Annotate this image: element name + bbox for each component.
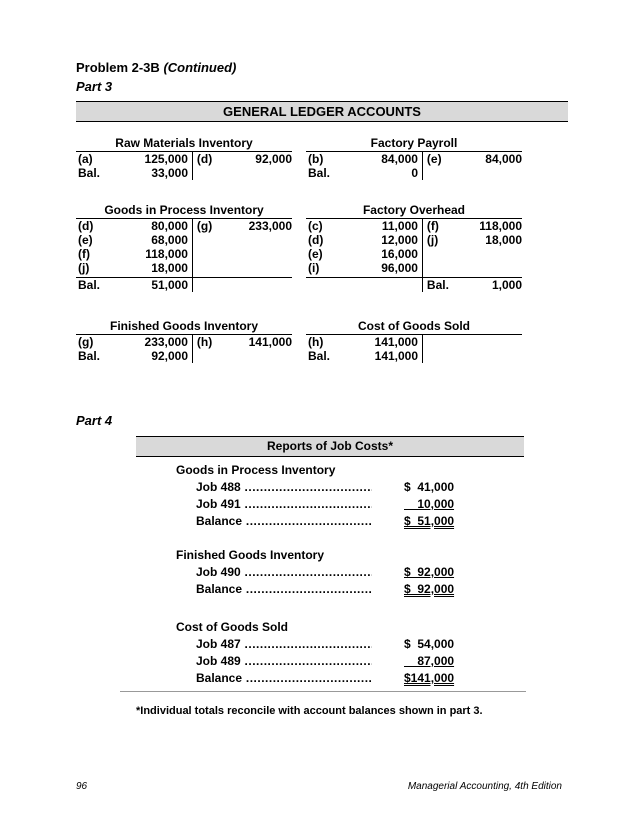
report-line: [176, 670, 466, 687]
credit-label: (j): [426, 233, 439, 247]
t-account-balance-row: [76, 277, 292, 292]
report-line-amount: $ 41,000: [404, 480, 455, 494]
credit-label: (d): [196, 152, 213, 166]
balance-label: [192, 349, 223, 363]
continued-label: (Continued): [163, 60, 237, 75]
report-footnote: *Individual totals reconcile with account balances shown in part 3.: [136, 705, 483, 717]
credit-amount: [223, 261, 292, 275]
credit-amount: 141,000: [248, 335, 292, 349]
balance-amount: [453, 349, 522, 363]
report-line-label: Balance .....: [196, 513, 372, 530]
credit-label: (e): [426, 152, 442, 166]
credit-label: [422, 335, 453, 349]
report-line-amount: 87,000: [404, 654, 455, 668]
t-account: [76, 135, 292, 180]
report-line-label: Balance .....: [196, 670, 372, 687]
t-account-balance-row: [306, 349, 522, 363]
report-group-heading: Cost of Goods Sold: [176, 620, 288, 634]
t-account-title: Goods in Process Inventory: [76, 202, 292, 219]
report-line: [176, 496, 466, 513]
debit-amount: 141,000: [374, 335, 418, 349]
report-line: [176, 513, 466, 530]
debit-amount: 12,000: [381, 233, 418, 247]
balance-amount: [453, 166, 522, 180]
t-account: [306, 135, 522, 180]
t-account-divider: [192, 152, 193, 180]
t-account-divider: [422, 219, 423, 292]
t-account: [306, 202, 522, 292]
balance-label: [422, 166, 453, 180]
t-account-title: Raw Materials Inventory: [76, 135, 292, 152]
balance-label: [192, 166, 223, 180]
balance-amount: 33,000: [151, 166, 189, 180]
t-account-title: Factory Payroll: [306, 135, 522, 152]
t-account-title: Cost of Goods Sold: [306, 318, 522, 335]
credit-label: (h): [196, 335, 213, 349]
t-account-title: Finished Goods Inventory: [76, 318, 292, 335]
balance-amount: [223, 349, 292, 363]
t-account-balance-row: [76, 166, 292, 180]
credit-label: [192, 261, 223, 275]
credit-amount: 18,000: [485, 233, 522, 247]
problem-number: Problem 2-3B: [76, 60, 160, 75]
debit-amount: 84,000: [381, 152, 418, 166]
report-line: [176, 479, 466, 496]
report-line-amount: $141,000: [404, 671, 455, 685]
t-account-balance-row: [306, 277, 522, 292]
part3-heading: Part 3: [76, 79, 113, 94]
t-account-entry-row: [76, 247, 292, 261]
t-account-entry-row: [76, 152, 292, 166]
debit-label: (a): [78, 152, 93, 166]
credit-amount: 84,000: [485, 152, 522, 166]
debit-label: (e): [78, 233, 93, 247]
credit-amount: [453, 261, 522, 275]
report-line: [176, 564, 466, 581]
t-account-balance-row: [306, 166, 522, 180]
report-line-amount: $ 92,000: [404, 565, 455, 579]
debit-amount: 11,000: [381, 219, 418, 233]
t-account-entry-row: [306, 261, 522, 275]
balance-amount: 0: [411, 166, 419, 180]
balance-label: Bal.: [78, 166, 101, 180]
debit-label: (h): [308, 335, 324, 349]
balance-amount: [223, 278, 292, 292]
debit-amount: 80,000: [151, 219, 188, 233]
report-line: [176, 636, 466, 653]
report-line-label: Job 489 .....: [196, 653, 372, 670]
balance-label: [306, 278, 330, 292]
t-account-entry-row: [76, 261, 292, 275]
t-account-entry-row: [306, 233, 522, 247]
book-title: Managerial Accounting, 4th Edition: [407, 781, 562, 792]
report-group-heading: Goods in Process Inventory: [176, 463, 336, 477]
report-group: [176, 619, 466, 687]
t-account-divider: [422, 335, 423, 363]
debit-amount: 18,000: [151, 261, 188, 275]
credit-amount: [453, 247, 522, 261]
t-account-balance-row: [76, 349, 292, 363]
debit-amount: 118,000: [145, 247, 188, 261]
t-account-entry-row: [306, 152, 522, 166]
credit-amount: [223, 247, 292, 261]
report-group: [176, 547, 466, 598]
report-line: [176, 581, 466, 598]
page-number: 96: [76, 781, 88, 792]
t-account-entry-row: [306, 219, 522, 233]
debit-amount: 233,000: [144, 335, 188, 349]
report-line-label: Job 488 .....: [196, 479, 372, 496]
debit-label: (c): [308, 219, 323, 233]
balance-amount: 1,000: [491, 278, 522, 292]
debit-amount: 68,000: [151, 233, 188, 247]
debit-label: (i): [308, 261, 320, 275]
t-account-entry-row: [306, 247, 522, 261]
debit-label: (g): [78, 335, 94, 349]
report-divider: [120, 691, 526, 692]
credit-label: [422, 261, 453, 275]
credit-amount: 118,000: [479, 219, 522, 233]
report-line-label: Job 487 .....: [196, 636, 372, 653]
balance-label: [192, 278, 223, 292]
credit-amount: [223, 233, 292, 247]
balance-amount: [330, 278, 422, 292]
credit-label: (g): [196, 219, 213, 233]
credit-label: [192, 233, 223, 247]
report-line-label: Job 490 .....: [196, 564, 372, 581]
debit-label: (f): [78, 247, 90, 261]
t-account: [76, 202, 292, 292]
debit-label: (j): [78, 261, 90, 275]
debit-amount: 16,000: [381, 247, 418, 261]
report-line-label: Job 491 .....: [196, 496, 372, 513]
credit-amount: [453, 335, 522, 349]
report-line: [176, 653, 466, 670]
report-line-amount: 10,000: [404, 497, 455, 511]
t-account-entry-row: [306, 335, 522, 349]
credit-amount: 92,000: [255, 152, 292, 166]
report-line-amount: $ 54,000: [404, 637, 455, 651]
debit-amount: 96,000: [381, 261, 418, 275]
balance-label: Bal.: [308, 166, 331, 180]
debit-label: (d): [78, 219, 94, 233]
debit-label: (e): [308, 247, 323, 261]
balance-amount: 141,000: [374, 349, 419, 363]
balance-amount: 51,000: [151, 278, 189, 292]
part4-heading: Part 4: [76, 413, 113, 428]
report-line-amount: $ 51,000: [404, 514, 455, 528]
report-line-label: Balance .....: [196, 581, 372, 598]
problem-title: [76, 60, 236, 75]
report-group-heading: Finished Goods Inventory: [176, 548, 325, 562]
credit-label: (f): [426, 219, 439, 233]
balance-label: Bal.: [426, 278, 449, 292]
debit-label: (b): [308, 152, 324, 166]
balance-label: Bal.: [308, 349, 331, 363]
credit-label: [192, 247, 223, 261]
t-account: [306, 318, 522, 363]
t-account: [76, 318, 292, 363]
debit-label: (d): [308, 233, 324, 247]
t-account-title: Factory Overhead: [306, 202, 522, 219]
t-account-entry-row: [76, 233, 292, 247]
t-account-entry-row: [76, 335, 292, 349]
general-ledger-header: GENERAL LEDGER ACCOUNTS: [76, 101, 568, 122]
t-account-divider: [192, 219, 193, 292]
credit-amount: 233,000: [248, 219, 292, 233]
t-account-entry-row: [76, 219, 292, 233]
report-header: Reports of Job Costs*: [136, 436, 524, 457]
balance-amount: [223, 166, 292, 180]
credit-label: [422, 247, 453, 261]
balance-label: Bal.: [78, 278, 101, 292]
debit-amount: 125,000: [144, 152, 188, 166]
report-group: [176, 462, 466, 530]
balance-label: Bal.: [78, 349, 101, 363]
t-account-divider: [192, 335, 193, 363]
balance-label: [422, 349, 453, 363]
t-account-divider: [422, 152, 423, 180]
balance-amount: 92,000: [151, 349, 189, 363]
report-line-amount: $ 92,000: [404, 582, 455, 596]
